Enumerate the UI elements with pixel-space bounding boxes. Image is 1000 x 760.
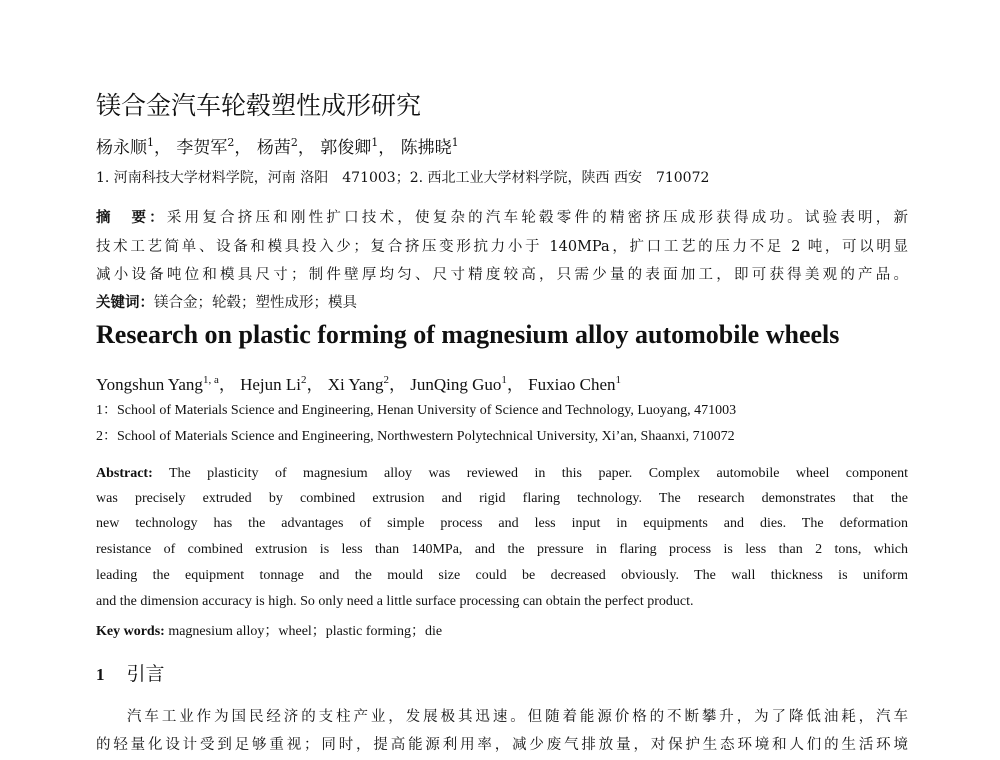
section-number: 1 <box>96 665 105 684</box>
zh-keywords: 关键词：镁合金；轮毂；塑性成形；模具 <box>96 294 357 311</box>
zh-author: 李贺军$^2$， <box>176 136 252 158</box>
en-keywords-label: Key words: <box>96 624 165 639</box>
en-abstract-line: new technology has the advantages of simple process and less input in equipments and dies. The deformation <box>96 516 908 531</box>
zh-author: 陈拂晓$^1$ <box>400 136 459 158</box>
zh-abstract-label: 摘 要： <box>96 209 167 226</box>
body-paragraph-line: 的轻量化设计受到足够重视；同时，提高能源利用率，减少废气排放量，对保护生态环境和人们的生活环境 <box>96 737 908 753</box>
en-keywords: Key words: magnesium alloy；wheel；plastic forming；die <box>96 624 443 639</box>
zh-keywords-label: 关键词： <box>96 294 154 311</box>
zh-abstract-line: 摘 要：采用复合挤压和刚性扩口技术，使复杂的汽车轮毂零件的精密挤压成形获得成功。试验表明，新 <box>96 209 908 226</box>
en-author: Fuxiao Chen$^1$ <box>528 374 621 394</box>
zh-abstract-line: 技术工艺简单、设备和模具投入少；复合挤压变形抗力小于 140MPa，扩口工艺的压力不足 2 吨，可以明显 <box>96 239 908 255</box>
en-authors <box>96 370 621 395</box>
body-paragraph-line: 汽车工业作为国民经济的支柱产业，发展极其迅速。但随着能源价格的不断攀升，为了降低油耗，汽车 <box>127 709 908 725</box>
en-author: Hejun Li$^2$， <box>240 374 324 394</box>
en-affiliation: 1：School of Materials Science and Engineering, Henan University of Science and Technology, Luoyang, 471003 <box>96 403 737 418</box>
en-author: Yongshun Yang$^{1, a}$， <box>96 374 236 394</box>
zh-author: 郭俊卿$^1$， <box>320 136 396 158</box>
section-title: 引言 <box>126 663 165 685</box>
en-affiliation: 2：School of Materials Science and Engineering, Northwestern Polytechnical University, Xi’an, Shaanxi, 710072 <box>96 429 735 444</box>
en-title: Research on plastic forming of magnesium alloy automobile wheels <box>96 320 840 349</box>
en-abstract-label: Abstract: <box>96 466 153 481</box>
en-abstract-line: was precisely extruded by combined extrusion and rigid flaring technology. The research demonstrates that the <box>96 491 908 506</box>
en-abstract-line: and the dimension accuracy is high. So only need a little surface processing can obtain the perfect product. <box>96 594 694 609</box>
en-author: JunQing Guo$^1$， <box>410 374 524 394</box>
zh-affiliations: 1. 河南科技大学材料学院，河南 洛阳 471003；2. 西北工业大学材料学院，陕西 西安 710072 <box>96 170 710 186</box>
zh-title: 镁合金汽车轮毂塑性成形研究 <box>96 91 422 120</box>
en-abstract-line: leading the equipment tonnage and the mould size could be decreased obviously. The wall thickness is uniform <box>96 568 908 583</box>
zh-authors <box>96 133 459 158</box>
zh-abstract-line: 减小设备吨位和模具尺寸；制件壁厚均匀、尺寸精度较高，只需少量的表面加工，即可获得美观的产品。 <box>96 267 908 283</box>
en-author: Xi Yang$^2$， <box>327 374 406 394</box>
en-abstract-line: resistance of combined extrusion is less than 140MPa, and the pressure in flaring process is less than 2 tons, which <box>96 542 908 557</box>
zh-author: 杨茜$^2$， <box>256 136 315 158</box>
zh-author: 杨永顺$^1$， <box>96 136 171 158</box>
section-heading <box>96 659 165 686</box>
en-abstract-line: Abstract: The plasticity of magnesium alloy was reviewed in this paper. Complex automobile wheel component <box>96 466 908 481</box>
